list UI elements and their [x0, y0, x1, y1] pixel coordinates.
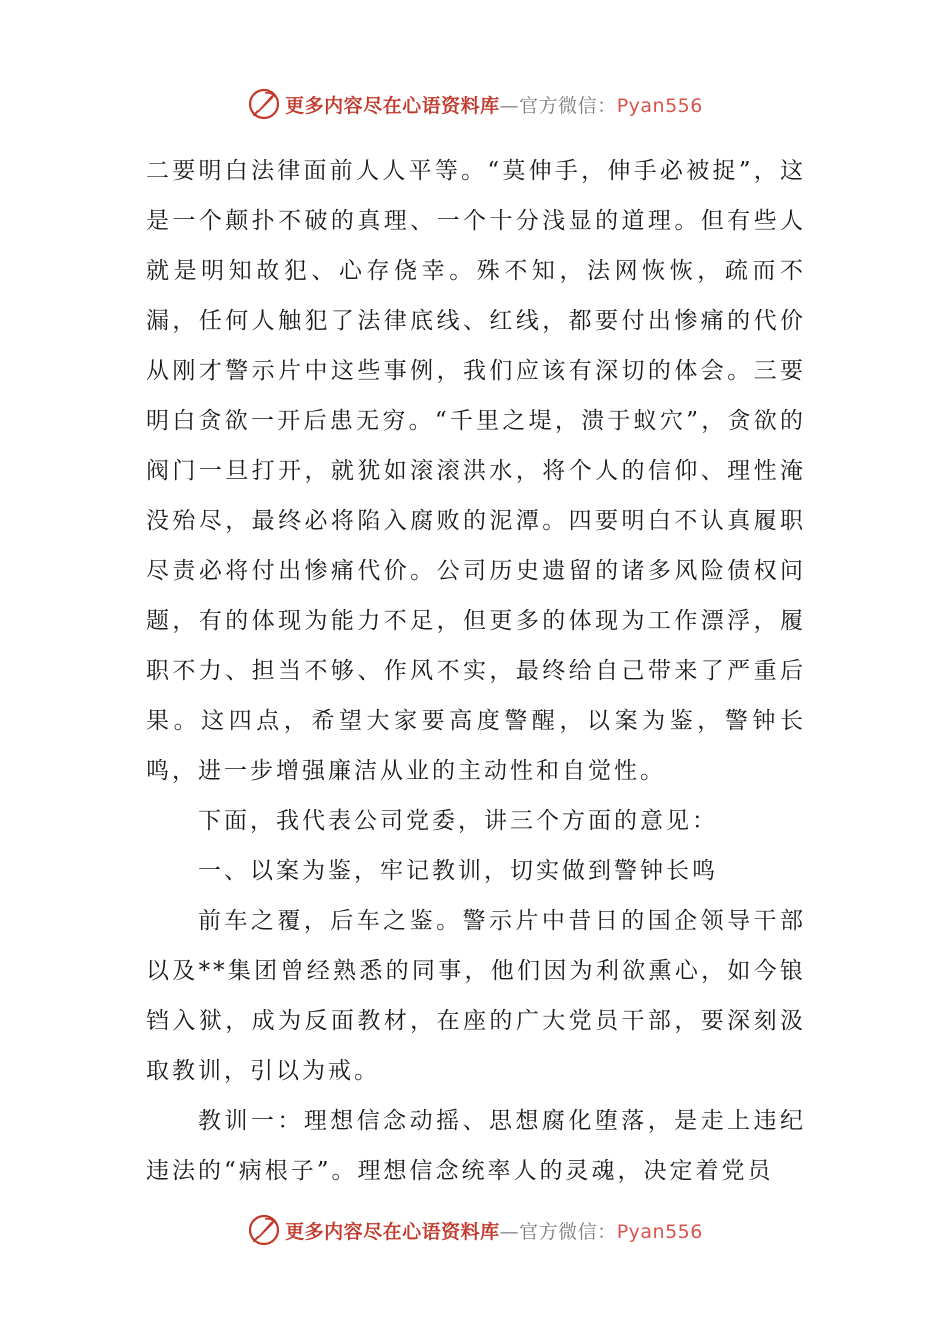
paragraph-legal-equality: 二要明白法律面前人人平等。“莫伸手，伸手必被捉”，这是一个颠扑不破的真理、一个十分浅显的道理。但有些人就是明知故犯、心存侥幸。殊不知，法网恢恢，疏而不漏，任何人触犯了法律底线、红线，都要付出惨痛的代价从刚才警示片中这些事例，我们应该有深切的体会。三要明白贪欲一开后患无穷。“千里之堤，溃于蚁穴”，贪欲的阀门一旦打开，就犹如滚滚洪水，将个人的信仰、理性淹没殆尽，最终必将陷入腐败的泥潭。四要明白不认真履职尽责必将付出惨痛代价。公司历史遗留的诸多风险债权问题，有的体现为能力不足，但更多的体现为工作漂浮，履职不力、担当不够、作风不实，最终给自己带来了严重后果。这四点，希望大家要高度警醒，以案为鉴，警钟长鸣，进一步增强廉洁从业的主动性和自觉性。 — [146, 158, 806, 784]
paragraph-intro-opinions: 下面，我代表公司党委，讲三个方面的意见： — [198, 808, 718, 834]
quill-in-circle-icon — [247, 1213, 281, 1247]
banner-official-label: 官方微信： — [519, 94, 617, 117]
banner-text — [285, 91, 703, 118]
header-banner — [0, 82, 950, 126]
section-heading-1: 一、以案为鉴，牢记教训，切实做到警钟长鸣 — [198, 858, 718, 884]
banner-separator: — — [499, 1220, 520, 1243]
document-body — [146, 146, 806, 1196]
paragraph-lesson-one: 教训一：理想信念动摇、思想腐化堕落，是走上违纪违法的“病根子”。理想信念统率人的灵魂，决定着党员 — [146, 1108, 806, 1184]
banner-official-label: 官方微信： — [519, 1220, 617, 1243]
paragraph-lessons: 前车之覆，后车之鉴。警示片中昔日的国企领导干部以及**集团曾经熟悉的同事，他们因为利欲熏心，如今锒铛入狱，成为反面教材，在座的广大党员干部，要深刻汲取教训，引以为戒。 — [146, 908, 806, 1084]
banner-brand: 更多内容尽在心语资料库 — [285, 94, 500, 117]
banner-text — [285, 1217, 703, 1244]
banner-brand: 更多内容尽在心语资料库 — [285, 1220, 500, 1243]
banner-wechat-id: Pyan556 — [616, 94, 703, 117]
banner-separator: — — [499, 94, 520, 117]
footer-banner — [0, 1208, 950, 1252]
banner-wechat-id: Pyan556 — [616, 1220, 703, 1243]
quill-in-circle-icon — [247, 87, 281, 121]
